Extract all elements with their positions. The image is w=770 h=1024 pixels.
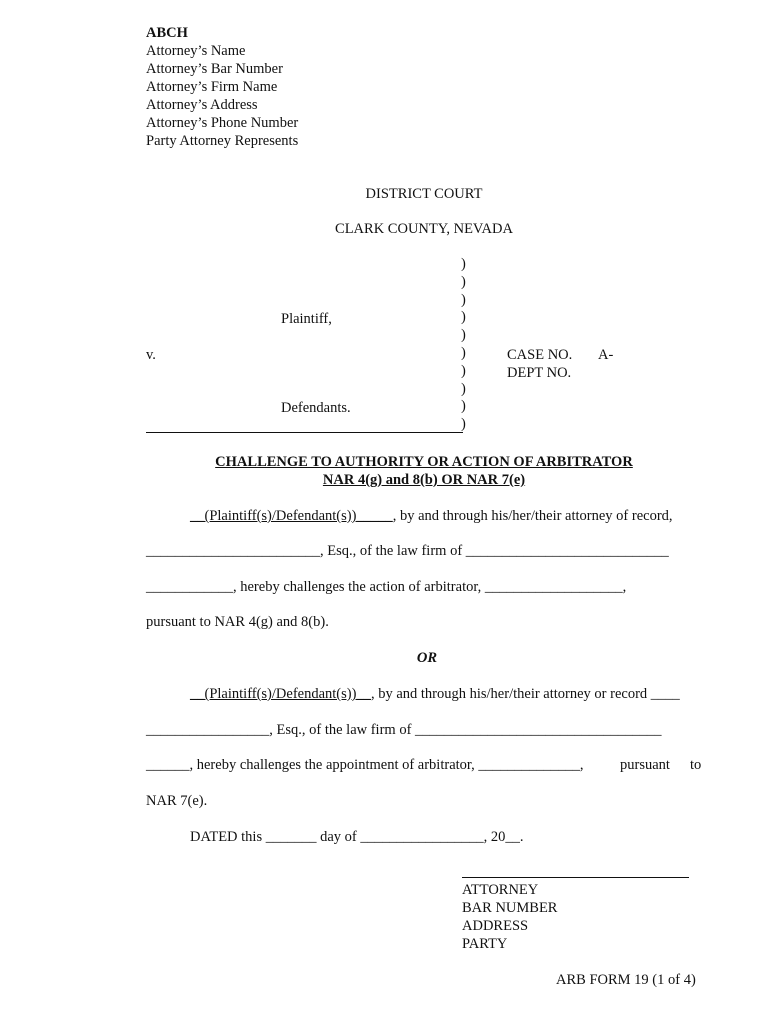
plaintiff-label: Plaintiff,	[281, 311, 332, 327]
paragraph2-line3: ______, hereby challenges the appointment of arbitrator, ______________,	[146, 757, 584, 773]
court-county: CLARK COUNTY, NEVADA	[335, 221, 513, 237]
paragraph2-line3-pursuant: pursuant	[620, 757, 670, 773]
signature-bar-number: BAR NUMBER	[462, 900, 558, 916]
paragraph1-line3: ____________, hereby challenges the action of arbitrator, ___________________,	[146, 579, 627, 595]
paragraph2-line4: NAR 7(e).	[146, 793, 208, 809]
form-footer: ARB FORM 19 (1 of 4)	[556, 972, 696, 988]
versus-label: v.	[146, 347, 156, 363]
or-separator: OR	[416, 650, 438, 666]
attorney-bar-number: Attorney’s Bar Number	[146, 61, 283, 77]
paragraph2-line1: __(Plaintiff(s)/Defendant(s))__, by and through his/her/their attorney or record ____	[190, 686, 680, 702]
paragraph2-line3-to: to	[690, 757, 702, 773]
signature-party: PARTY	[462, 936, 508, 952]
document-subtitle: NAR 4(g) and 8(b) OR NAR 7(e)	[322, 472, 526, 488]
party-blank: __(Plaintiff(s)/Defendant(s))__	[190, 686, 371, 702]
attorney-firm-name: Attorney’s Firm Name	[146, 79, 278, 95]
caption-parentheses: ) ) ) ) ) ) ) ) ) )	[461, 256, 466, 433]
case-number-label: CASE NO.	[507, 347, 573, 363]
court-name: DISTRICT COURT	[365, 186, 483, 202]
signature-address: ADDRESS	[462, 918, 529, 934]
party-represented: Party Attorney Represents	[146, 133, 299, 149]
firm-code: ABCH	[146, 25, 188, 41]
attorney-phone: Attorney’s Phone Number	[146, 115, 299, 131]
dated-line: DATED this _______ day of _________________, 20__.	[190, 829, 524, 845]
caption-rule	[146, 432, 463, 433]
case-number-prefix: A-	[598, 347, 614, 363]
document-title: CHALLENGE TO AUTHORITY OR ACTION OF ARBITRATOR	[215, 454, 633, 470]
attorney-header	[146, 24, 298, 150]
paragraph1-line1: __(Plaintiff(s)/Defendant(s))_____, by and through his/her/their attorney of record,	[190, 508, 673, 524]
attorney-name: Attorney’s Name	[146, 43, 246, 59]
paragraph1-line2: ________________________, Esq., of the law firm of ____________________________	[146, 543, 669, 559]
paragraph1-line4: pursuant to NAR 4(g) and 8(b).	[146, 614, 329, 630]
defendants-label: Defendants.	[281, 400, 351, 416]
signature-block	[462, 881, 557, 953]
paragraph2-line2: _________________, Esq., of the law firm of __________________________________	[146, 722, 662, 738]
signature-attorney: ATTORNEY	[462, 882, 539, 898]
party-blank: __(Plaintiff(s)/Defendant(s))_____	[190, 508, 393, 524]
signature-line	[462, 877, 689, 878]
dept-number-label: DEPT NO.	[507, 365, 572, 381]
attorney-address: Attorney’s Address	[146, 97, 258, 113]
